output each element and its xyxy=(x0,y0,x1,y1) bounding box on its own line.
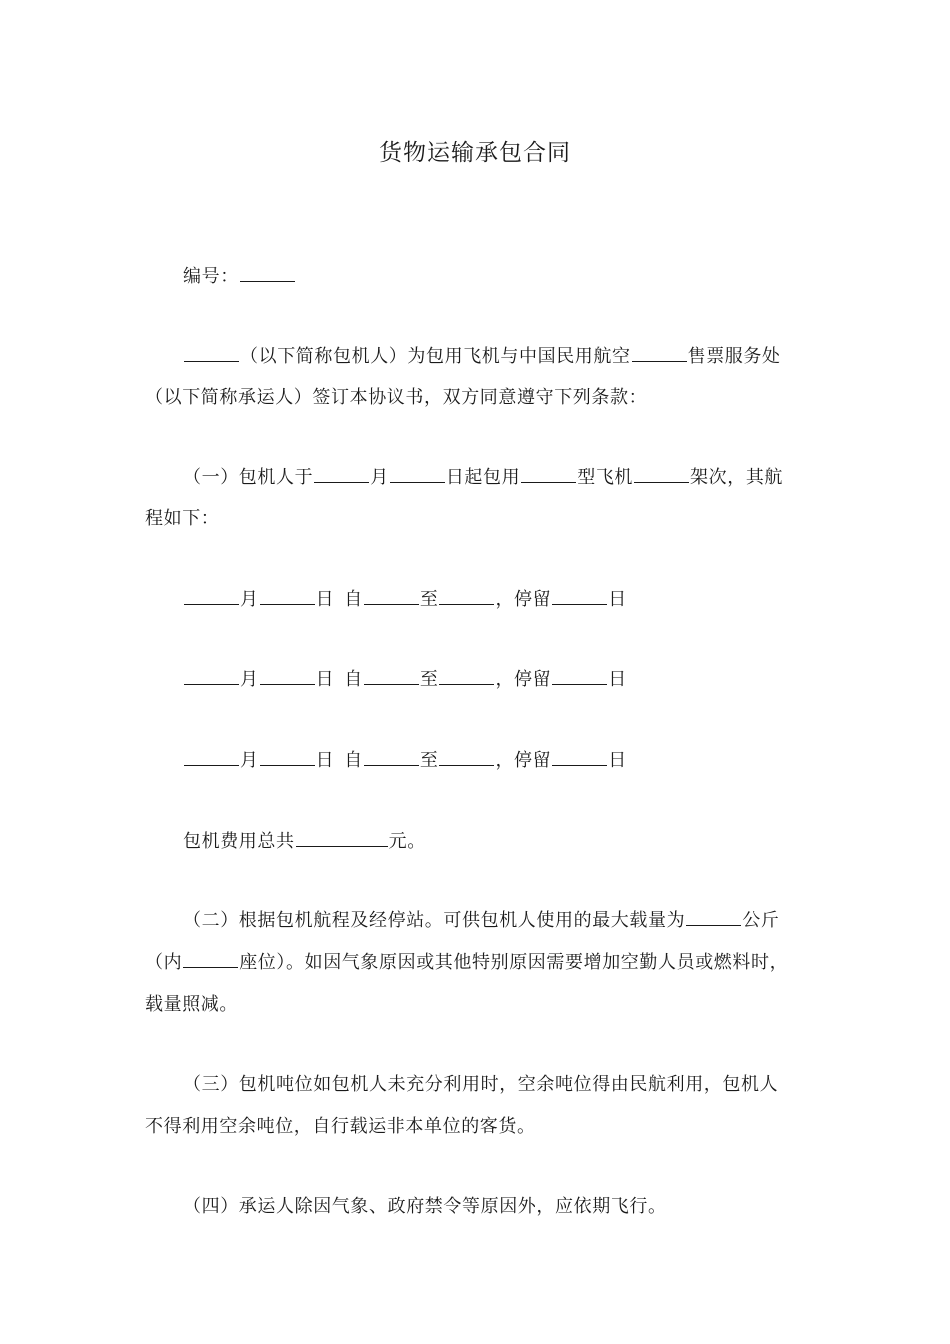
route-from-label: 自 xyxy=(344,750,363,771)
clause-2-text: （内 xyxy=(145,952,183,973)
route-destination-blank[interactable] xyxy=(439,586,494,605)
route-day-blank[interactable] xyxy=(260,747,315,766)
clause-3-line-1: （三）包机吨位如包机人未充分利用时，空余吨位得由民航利用，包机人 xyxy=(183,1074,779,1095)
clause-1-text: 型飞机 xyxy=(577,467,634,488)
weight-unit: 公斤 xyxy=(742,910,780,931)
civil-aviation-office-blank[interactable] xyxy=(632,343,687,362)
route-day-label: 日 xyxy=(315,750,335,771)
total-fee-blank[interactable] xyxy=(296,828,388,847)
route-row xyxy=(183,585,627,615)
start-day-blank[interactable] xyxy=(390,464,445,483)
route-destination-blank[interactable] xyxy=(439,747,494,766)
route-origin-blank[interactable] xyxy=(364,666,419,685)
route-destination-blank[interactable] xyxy=(439,666,494,685)
route-to-label: 至 xyxy=(419,589,439,610)
route-row xyxy=(183,665,627,695)
sorties-blank[interactable] xyxy=(634,464,689,483)
clause-2-text: 座位）。如因气象原因或其他特别原因需要增加空勤人员或燃料时， xyxy=(239,952,789,973)
route-stay-days-blank[interactable] xyxy=(552,586,607,605)
clause-1-line-2: 程如下： xyxy=(145,508,220,529)
aircraft-type-blank[interactable] xyxy=(521,464,576,483)
route-day-label: 日 xyxy=(315,669,335,690)
clause-1-line-1 xyxy=(183,463,783,493)
route-month-blank[interactable] xyxy=(184,747,239,766)
route-month-label: 月 xyxy=(240,750,259,771)
month-label: 月 xyxy=(370,467,389,488)
document-title: 货物运输承包合同 xyxy=(379,140,571,166)
clause-1-text: 架次，其航 xyxy=(690,467,784,488)
clause-1-text: 日起包用 xyxy=(445,467,521,488)
route-stay-label: ，停留 xyxy=(495,669,552,690)
route-month-label: 月 xyxy=(240,589,259,610)
currency-unit: 元。 xyxy=(388,831,426,852)
intro-text-office: 售票服务处 xyxy=(687,346,781,367)
contract-number-line xyxy=(183,262,296,292)
start-month-blank[interactable] xyxy=(314,464,369,483)
route-stay-unit: 日 xyxy=(608,669,627,690)
route-stay-days-blank[interactable] xyxy=(552,747,607,766)
route-from-label: 自 xyxy=(344,669,363,690)
clause-1-text: （一）包机人于 xyxy=(183,467,314,488)
seats-blank[interactable] xyxy=(183,949,238,968)
max-load-blank[interactable] xyxy=(686,907,741,926)
route-day-blank[interactable] xyxy=(260,586,315,605)
clause-2-text: （二）根据包机航程及经停站。可供包机人使用的最大载量为 xyxy=(183,910,686,931)
contract-number-label: 编号： xyxy=(183,266,239,287)
route-to-label: 至 xyxy=(419,750,439,771)
clause-2-line-1 xyxy=(183,906,779,936)
route-day-label: 日 xyxy=(315,589,335,610)
route-month-blank[interactable] xyxy=(184,666,239,685)
clause-3-line-2: 不得利用空余吨位，自行载运非本单位的客货。 xyxy=(145,1116,536,1137)
total-fee-line xyxy=(183,827,426,857)
charterer-name-blank[interactable] xyxy=(184,343,239,362)
route-stay-unit: 日 xyxy=(608,750,627,771)
route-origin-blank[interactable] xyxy=(364,747,419,766)
clause-2-line-2 xyxy=(145,948,788,978)
route-day-blank[interactable] xyxy=(260,666,315,685)
clause-4-line-1: （四）承运人除因气象、政府禁令等原因外，应依期飞行。 xyxy=(183,1196,667,1217)
route-from-label: 自 xyxy=(344,589,363,610)
route-row xyxy=(183,746,627,776)
route-to-label: 至 xyxy=(419,669,439,690)
route-stay-unit: 日 xyxy=(608,589,627,610)
route-origin-blank[interactable] xyxy=(364,586,419,605)
route-month-label: 月 xyxy=(240,669,259,690)
route-stay-label: ，停留 xyxy=(495,589,552,610)
route-stay-label: ，停留 xyxy=(495,750,552,771)
intro-line-1 xyxy=(183,342,781,372)
route-month-blank[interactable] xyxy=(184,586,239,605)
clause-2-line-3: 载量照减。 xyxy=(145,994,238,1015)
contract-number-blank[interactable] xyxy=(240,263,295,282)
intro-line-2: （以下简称承运人）签订本协议书，双方同意遵守下列条款： xyxy=(145,387,648,408)
total-fee-label: 包机费用总共 xyxy=(183,831,295,852)
route-stay-days-blank[interactable] xyxy=(552,666,607,685)
intro-text: （以下简称包机人）为包用飞机与中国民用航空 xyxy=(240,346,631,367)
